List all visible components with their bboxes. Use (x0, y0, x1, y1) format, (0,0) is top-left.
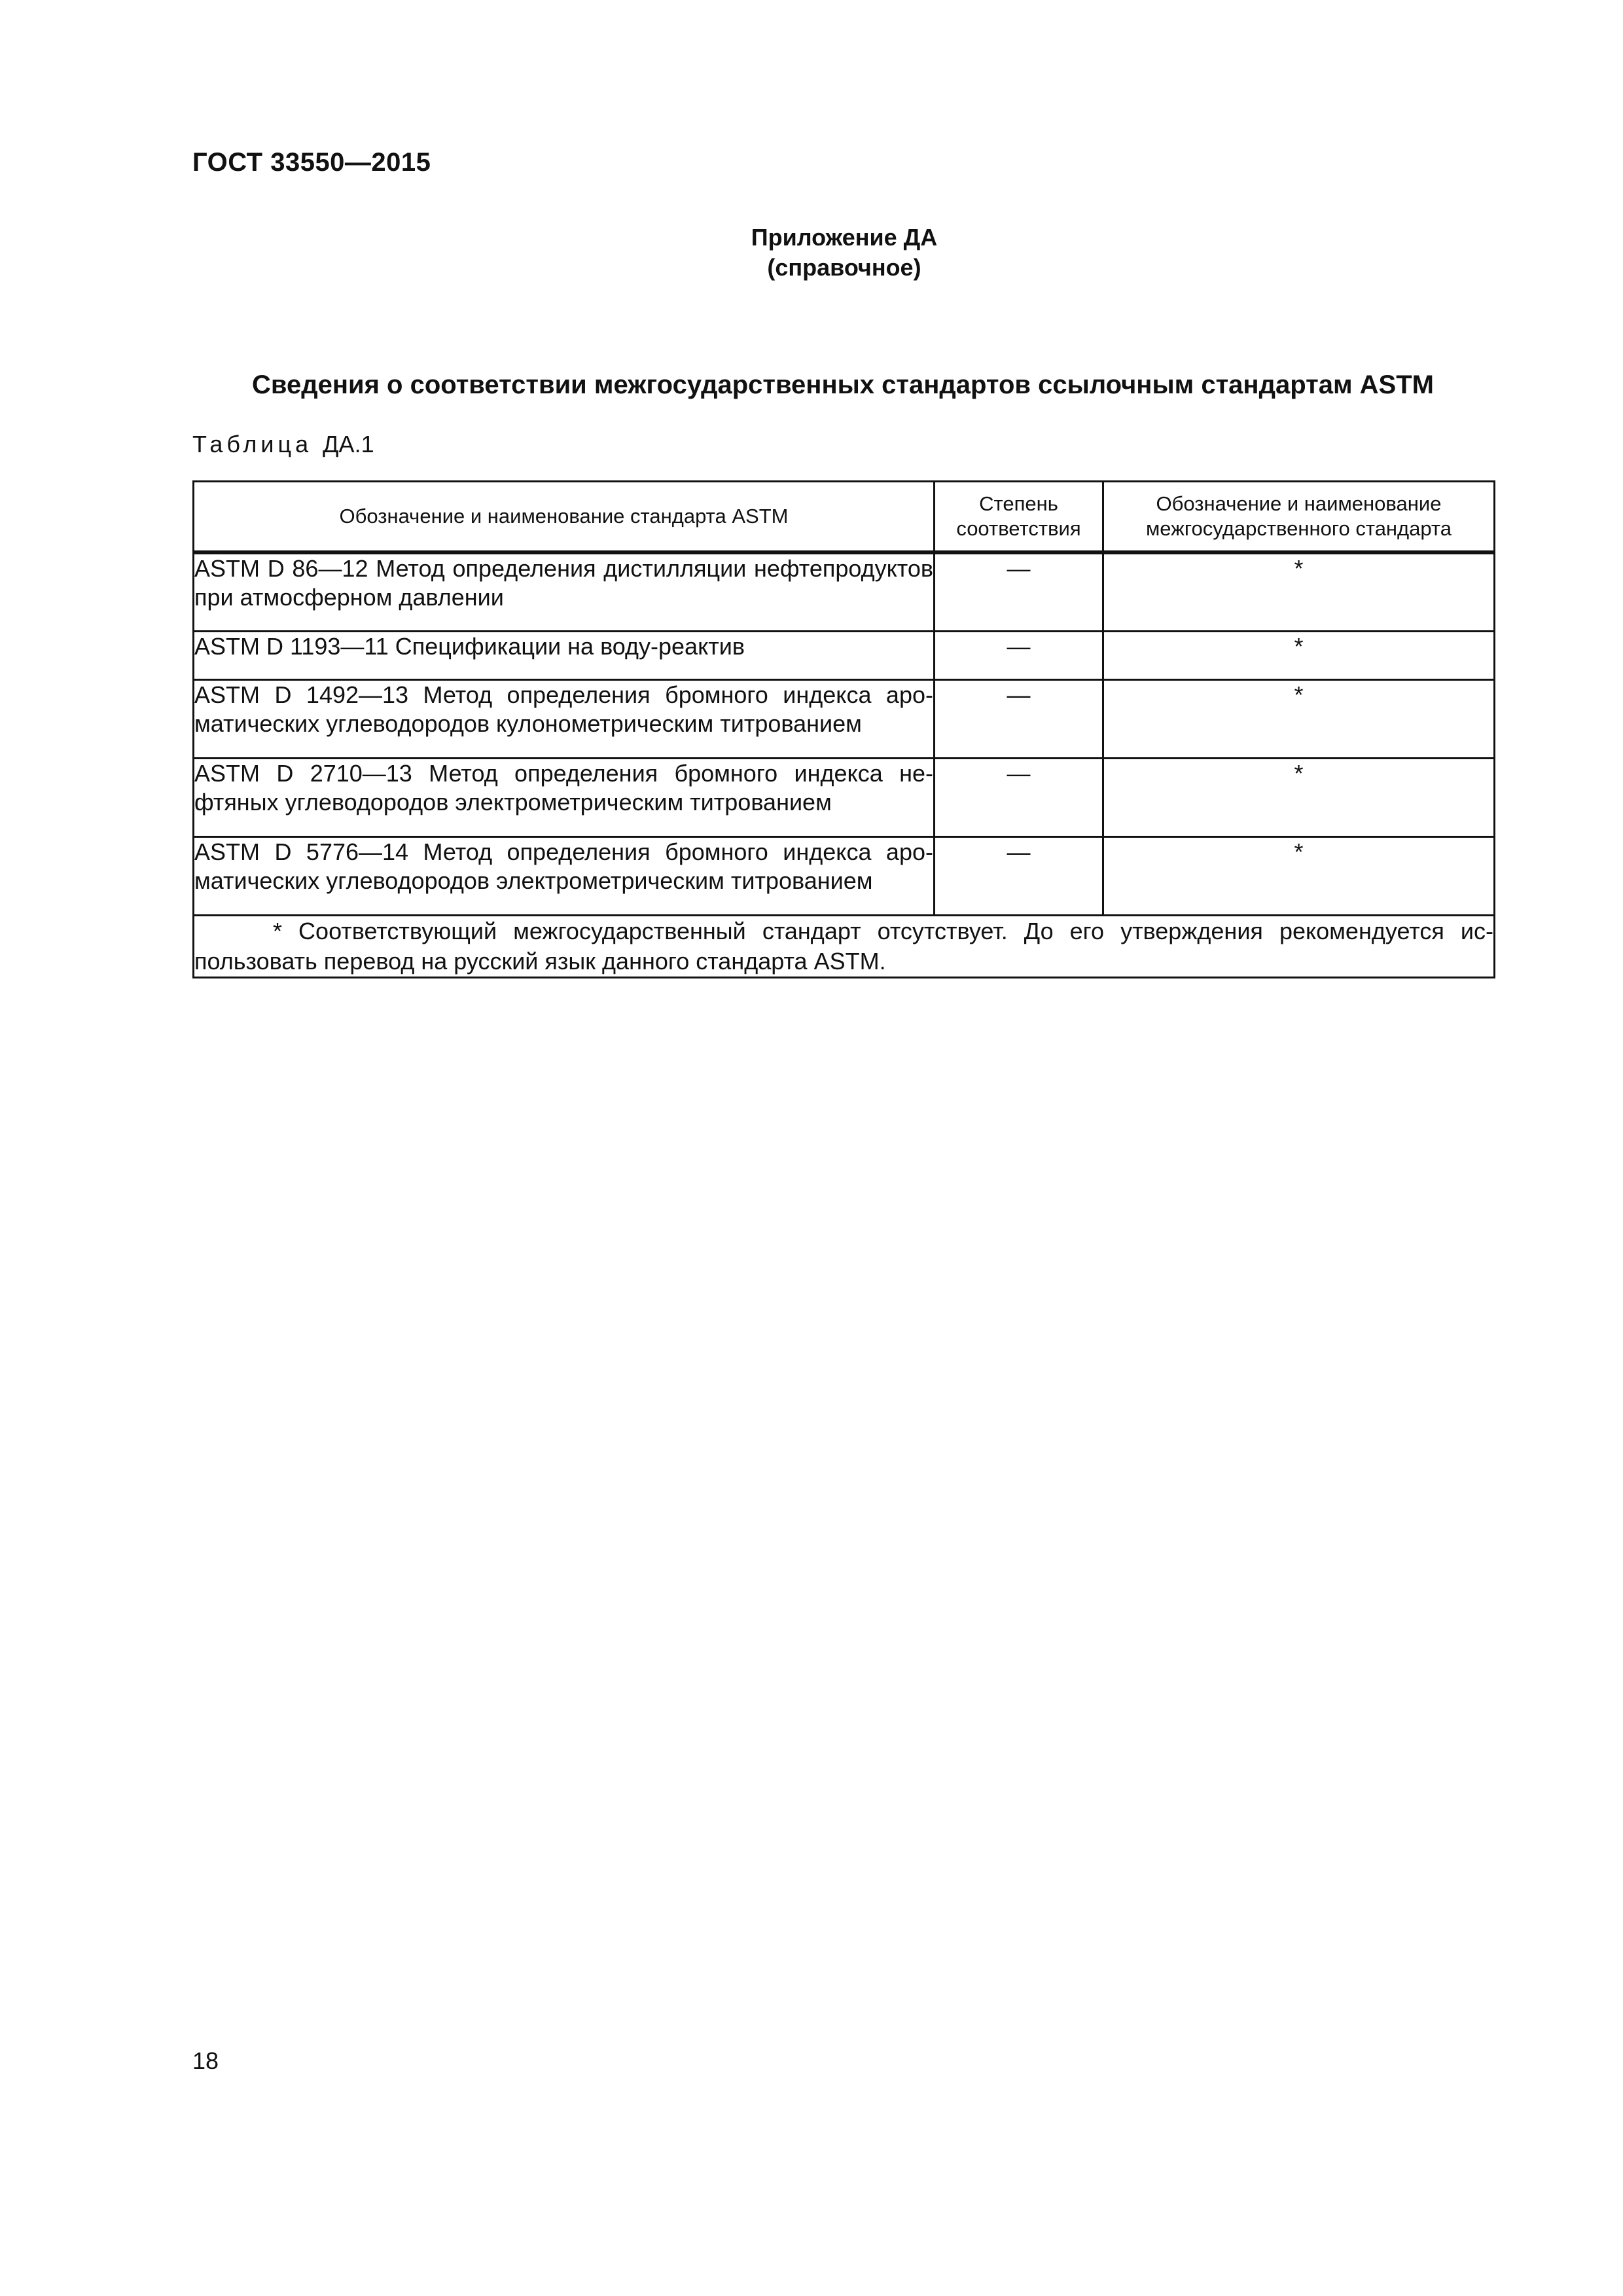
gost-standard-cell: * (1103, 679, 1495, 758)
astm-standard-cell: ASTM D 1492—13 Метод определения бромного индекса ароматических углеводородов кулонометрическим титрованием (194, 679, 935, 758)
column-header-gost: Обозначение и наименование межгосударственного стандарта (1103, 482, 1495, 553)
table-row (194, 836, 1495, 915)
gost-standard-cell: * (1103, 552, 1495, 631)
gost-standard-cell: * (1103, 836, 1495, 915)
table-caption (192, 431, 374, 458)
gost-standard-cell: * (1103, 631, 1495, 679)
table-footnote: * Соответствующий межгосударственный стандарт отсутствует. До его утверждения рекомендуется использовать перевод на русский язык данного стандарта ASTM. (194, 917, 1493, 975)
astm-standard-cell: ASTM D 1193—11 Спецификации на воду-реактив (194, 631, 935, 679)
table-footnote-row (194, 915, 1495, 977)
degree-cell: — (935, 758, 1103, 836)
degree-cell: — (935, 836, 1103, 915)
table-row (194, 679, 1495, 758)
gost-standard-cell: * (1103, 758, 1495, 836)
page-number: 18 (192, 2047, 219, 2074)
column-header-degree: Степень соответствия (935, 482, 1103, 553)
document-code: ГОСТ 33550—2015 (192, 148, 431, 177)
astm-standard-cell: ASTM D 5776—14 Метод определения бромного индекса ароматических углеводородов электрометрическим титрованием (194, 836, 935, 915)
astm-standard-cell: ASTM D 86—12 Метод определения дистилляции нефтепродуктов при атмосферном давлении (194, 552, 935, 631)
section-title: Сведения о соответствии межгосударственных стандартов ссылочным стандартам ASTM (252, 370, 1434, 399)
table-row (194, 631, 1495, 679)
table-footnote-cell (194, 915, 1495, 977)
column-header-astm: Обозначение и наименование стандарта ASTM (194, 482, 935, 553)
annex-subtitle: (справочное) (767, 254, 921, 281)
table-header-row (194, 482, 1495, 553)
annex-title: Приложение ДА (751, 224, 938, 251)
table-row (194, 552, 1495, 631)
degree-cell: — (935, 679, 1103, 758)
degree-cell: — (935, 552, 1103, 631)
table-row (194, 758, 1495, 836)
degree-cell: — (935, 631, 1103, 679)
standards-table (192, 480, 1495, 978)
astm-standard-cell: ASTM D 2710—13 Метод определения бромного индекса нефтяных углеводородов электрометрическим титрованием (194, 758, 935, 836)
table-caption-word: Таблица (192, 431, 313, 457)
table-caption-number: ДА.1 (323, 431, 374, 457)
